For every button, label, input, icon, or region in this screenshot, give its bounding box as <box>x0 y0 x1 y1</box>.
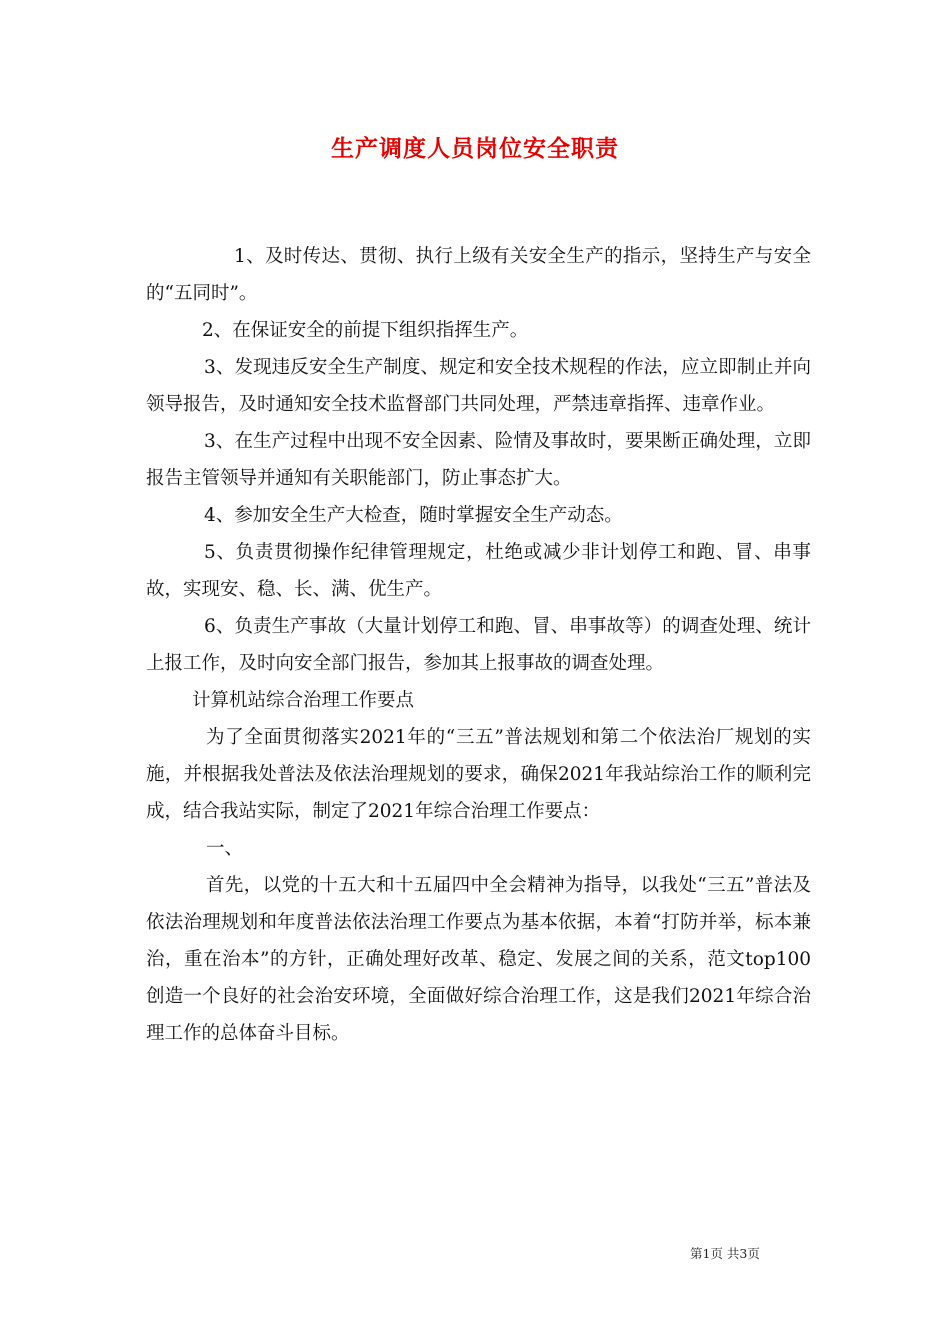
goal-paragraph: 首先，以党的十五大和十五届四中全会精神为指导，以我处“三五”普法及依法治理规划和年度普法依法治理工作要点为基本依据，本着“打防并举，标本兼治，重在治本”的方针，正确处理好改革、稳定、发展之间的关系，范文top100创造一个良好的社会治安环境，全面做好综合治理工作，这是我们2021年综合治理工作的总体奋斗目标。 <box>146 875 811 1044</box>
section-heading: 计算机站综合治理工作要点 <box>192 690 415 711</box>
page-number: 第1页 共3页 <box>690 1246 760 1261</box>
paragraph-item-6: 6、负责生产事故（大量计划停工和跑、冒、串事故等）的调查处理、统计上报工作，及时向安全部门报告，参加其上报事故的调查处理。 <box>146 616 811 674</box>
paragraph-item-4: 4、参加安全生产大检查，随时掌握安全生产动态。 <box>204 505 623 526</box>
paragraph-item-1: 1、及时传达、贯彻、执行上级有关安全生产的指示，坚持生产与安全的“五同时”。 <box>146 246 811 304</box>
paragraph-item-3: 3、发现违反安全生产制度、规定和安全技术规程的作法，应立即制止并向领导报告，及时通知安全技术监督部门共同处理，严禁违章指挥、违章作业。 <box>146 357 811 415</box>
intro-paragraph: 为了全面贯彻落实2021年的“三五”普法规划和第二个依法治厂规划的实施，并根据我处普法及依法治理规划的要求，确保2021年我站综治工作的顺利完成，结合我站实际，制定了2021年综合治理工作要点： <box>146 727 811 822</box>
document-body <box>146 238 811 1052</box>
section-number: 一、 <box>206 838 244 859</box>
paragraph-item-5: 5、负责贯彻操作纪律管理规定，杜绝或减少非计划停工和跑、冒、串事故，实现安、稳、长、满、优生产。 <box>146 542 811 600</box>
paragraph-item-3b: 3、在生产过程中出现不安全因素、险情及事故时，要果断正确处理，立即报告主管领导并通知有关职能部门，防止事态扩大。 <box>146 431 811 489</box>
document-title: 生产调度人员岗位安全职责 <box>331 135 619 162</box>
paragraph-item-2: 2、在保证安全的前提下组织指挥生产。 <box>202 320 529 341</box>
